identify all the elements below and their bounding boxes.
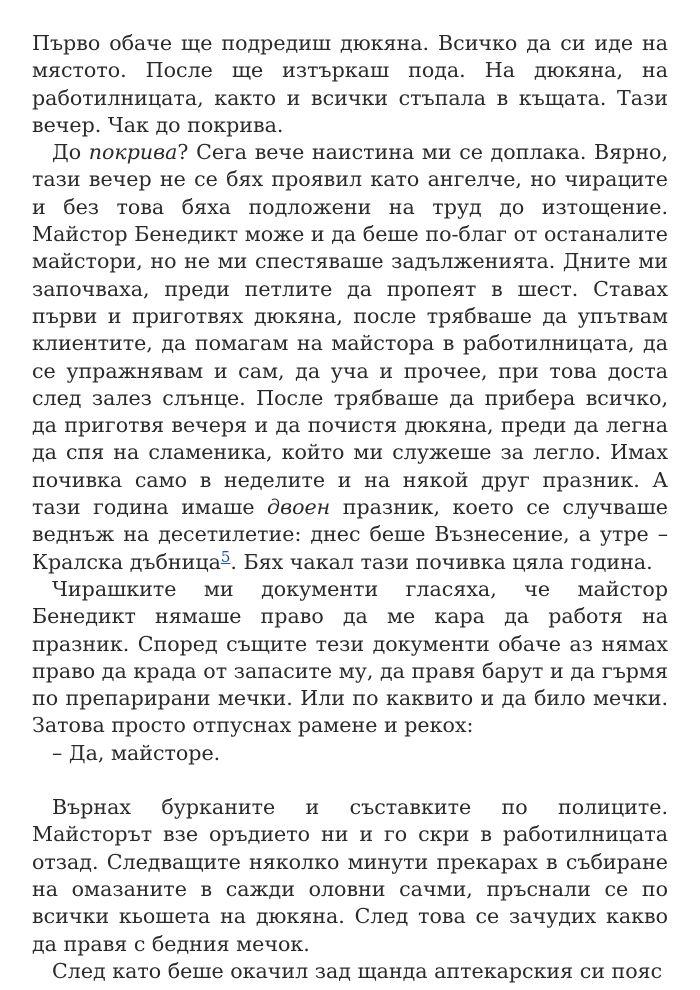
paragraph: Чирашките ми документи гласяха, че майстор Бенедикт нямаше право да ме кара да работя на празник. Според същите тези документи обаче аз нямах право да крада от запасите му, да правя барут и да гърмя по препарирани мечки. Или по каквито и да било мечки. Затова просто отпуснах рамене и рекох: bbox=[32, 576, 668, 738]
footnote-link[interactable]: 5 bbox=[220, 547, 231, 566]
text-run: ? Сега вече наистина ми се доплака. Вярно, тази вечер не се бях проявил като ангелче, но чираците и без това бяха подложени на труд до изтощение. Майстор Бенедикт може и да беше по-благ от останалите майстори, но не ми спестяваше задълженията. Дните ми започваха, преди петлите да пропеят в шест. Ставах първи и приготвях дюкяна, после трябваше да упътвам клиентите, да помагам на майстора в работилницата, да се упражнявам и сам, да уча и прочее, при това доста след залез слънце. После трябваше да прибера всичко, да приготвя вечеря и да почистя дюкяна, преди да легна да спя на сламеника, който ми служеше за легло. Имах почивка само в неделите и на някой друг празник. А тази година имаше bbox=[32, 140, 668, 520]
italic-text: покрива bbox=[88, 140, 178, 165]
paragraph: Първо обаче ще подредиш дюкяна. Всичко да си иде на мястото. После ще изтъркаш пода. На дюкяна, на работилницата, както и всички стъпала в къщата. Тази вечер. Чак до покрива. bbox=[32, 31, 668, 137]
paragraph: След като беше окачил зад щанда аптекарския си пояс bbox=[52, 958, 663, 983]
paragraph: Върнах бурканите и съставките по полиците. Майсторът взе оръдието ни и го скри в работилницата отзад. Следващите няколко минути прекарах в събиране на омазаните в сажди оловни сачми, пръснали се по всички кьошета на дюкяна. След това се зачудих какво да правя с бедния мечок. bbox=[32, 795, 668, 956]
page-body bbox=[32, 30, 668, 985]
text-run: празник, което се случваше веднъж на десетилетие: днес беше Възнесение, а утре – Кралска дъбница bbox=[32, 495, 668, 574]
text-run: . Бях чакал тази почивка цяла година. bbox=[230, 549, 653, 574]
italic-text: двоен bbox=[267, 495, 331, 520]
text-run: До bbox=[52, 140, 89, 165]
paragraph bbox=[32, 139, 668, 576]
dialogue-line: – Да, майсторе. bbox=[52, 740, 221, 765]
